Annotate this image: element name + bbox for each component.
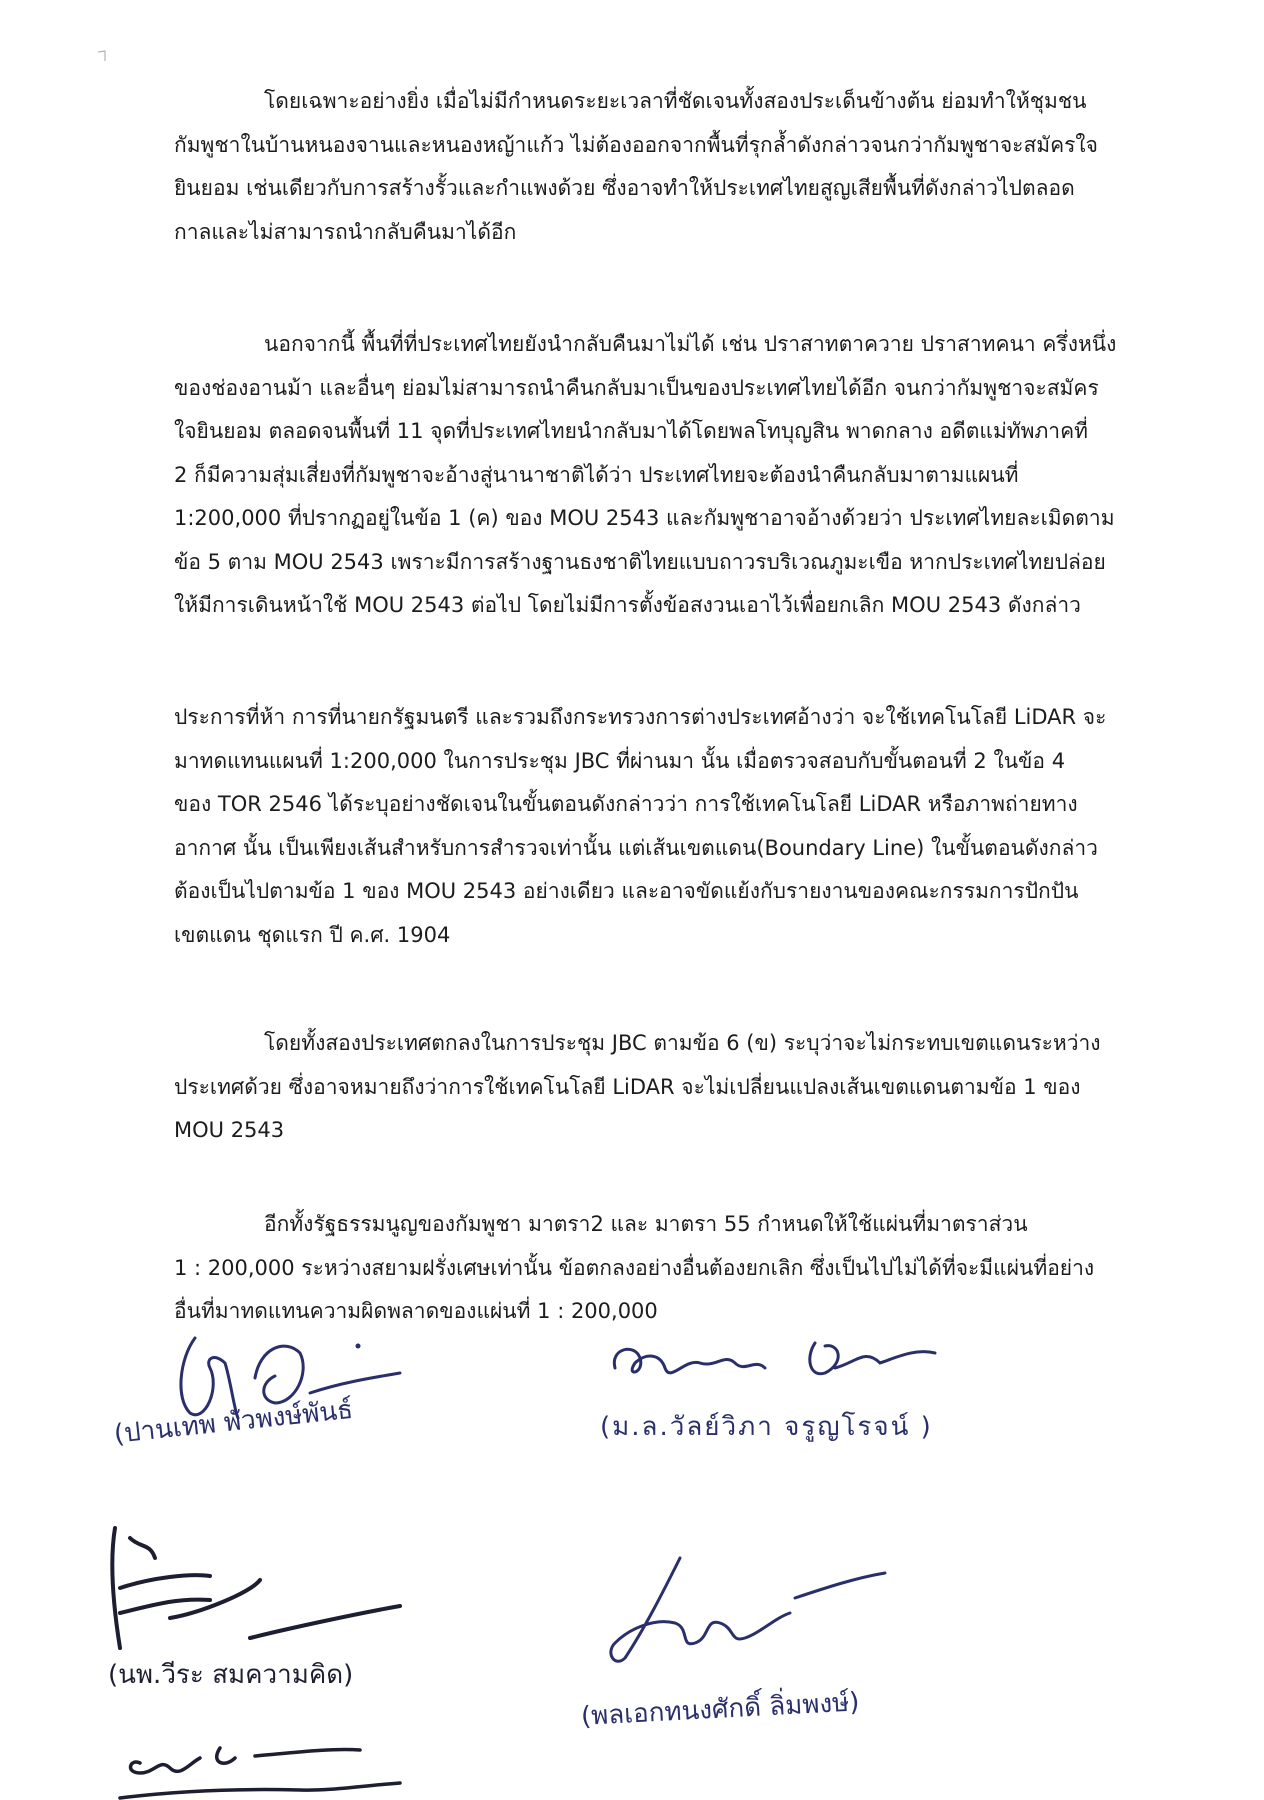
paragraph-line: 1 : 200,000 ระหว่างสยามฝรั่งเศษเท่านั้น ข้อตกลงอย่างอื่นต้องยกเลิก ซึ่งเป็นไปไม่ได้ที่จะมีแผ่นที่อย่าง: [174, 1255, 1095, 1280]
paragraph-line: นอกจากนี้ พื้นที่ที่ประเทศไทยยังนำกลับคืนมาไม่ได้ เช่น ปราสาทตาควาย ปราสาทคนา ครึ่งหนึ่ง: [264, 332, 1117, 356]
signature-3-name: (นพ.วีระ สมความคิด): [108, 1660, 354, 1690]
paragraph-line: ยินยอม เช่นเดียวกับการสร้างรั้วและกำแพงด้วย ซึ่งอาจทำให้ประเทศไทยสูญเสียพื้นที่ดังกล่าวไปตลอด: [174, 176, 1075, 200]
paragraph-line: ให้มีการเดินหน้าใช้ MOU 2543 ต่อไป โดยไม่มีการตั้งข้อสงวนเอาไว้เพื่อยกเลิก MOU 2543 ดังกล่าว: [174, 593, 1081, 617]
paragraph-line: อื่นที่มาทดแทนความผิดพลาดของแผ่นที่ 1 : 200,000: [174, 1299, 658, 1323]
paragraph-line: ข้อ 5 ตาม MOU 2543 เพราะมีการสร้างฐานธงชาติไทยแบบถาวรบริเวณภูมะเขือ หากประเทศไทยปล่อย: [174, 549, 1106, 574]
paragraph-line: 1:200,000 ที่ปรากฏอยู่ในข้อ 1 (ค) ของ MOU 2543 และกัมพูชาอาจอ้างด้วยว่า ประเทศไทยละเมิดตาม: [174, 506, 1115, 530]
paragraph-line: ของช่องอานม้า และอื่นๆ ย่อมไม่สามารถนำคืนกลับมาเป็นของประเทศไทยได้อีก จนกว่ากัมพูชาจะสมัคร: [174, 375, 1099, 400]
signature-4-scribble: [585, 1548, 925, 1678]
signature-block: [0, 1318, 1264, 1800]
paragraph-line: อากาศ นั้น เป็นเพียงเส้นสำหรับการสำรวจเท่านั้น แต่เส้นเขตแดน(Boundary Line) ในขั้นตอนดังกล่าว: [174, 835, 1098, 860]
paragraph-line: ประการที่ห้า การที่นายกรัฐมนตรี และรวมถึงกระทรวงการต่างประเทศอ้างว่า จะใช้เทคโนโลยี LiDAR จะ: [174, 705, 1107, 729]
paragraph-line: เขตแดน ชุดแรก ปี ค.ศ. 1904: [174, 922, 451, 947]
paragraph-line: กาลและไม่สามารถนำกลับคืนมาได้อีก: [174, 219, 517, 244]
paragraph-line: กัมพูชาในบ้านหนองจานและหนองหญ้าแก้ว ไม่ต้องออกจากพื้นที่รุกล้ำดังกล่าวจนกว่ากัมพูชาจะสมัครใจ: [174, 132, 1098, 157]
paragraph-line: ของ TOR 2546 ได้ระบุอย่างชัดเจนในขั้นตอนดังกล่าวว่า การใช้เทคโนโลยี LiDAR หรือภาพถ่ายทาง: [174, 792, 1078, 816]
scan-artifact: [96, 48, 108, 64]
signature-5-scribble: [100, 1728, 460, 1800]
paragraph-line: ใจยินยอม ตลอดจนพื้นที่ 11 จุดที่ประเทศไทยนำกลับมาได้โดยพลโทบุญสิน พาดกลาง อดีตแม่ทัพภาคที่: [174, 419, 1088, 443]
signature-2-scribble: [605, 1328, 965, 1398]
paragraph-line: MOU 2543: [174, 1118, 285, 1142]
paragraph-1: [174, 80, 1164, 254]
paragraph-line: อีกทั้งรัฐธรรมนูญของกัมพูชา มาตรา2 และ มาตรา 55 กำหนดให้ใช้แผ่นที่มาตราส่วน: [264, 1212, 1028, 1236]
paragraph-line: ต้องเป็นไปตามข้อ 1 ของ MOU 2543 อย่างเดียว และอาจขัดแย้งกับรายงานของคณะกรรมการปักปัน: [174, 879, 1079, 903]
paragraph-line: โดยทั้งสองประเทศตกลงในการประชุม JBC ตามข้อ 6 (ข) ระบุว่าจะไม่กระทบเขตแดนระหว่าง: [264, 1031, 1101, 1055]
signature-1-name: (ปานเทพ พัวพงษ์พันธ์: [112, 1394, 355, 1450]
paragraph-line: 2 ก็มีความสุ่มเสี่ยงที่กัมพูชาจะอ้างสู่นานาชาติได้ว่า ประเทศไทยจะต้องนำคืนกลับมาตามแผนที่: [174, 462, 1019, 487]
paragraph-5: [174, 1203, 1164, 1334]
signature-4-name: (พลเอกทนงศักดิ์ ลิ่มพงษ์): [580, 1687, 861, 1732]
paragraph-3: [174, 696, 1164, 957]
signature-3-scribble: [100, 1518, 420, 1668]
signature-2-name: (ม.ล.วัลย์วิภา จรูญโรจน์ ): [600, 1412, 933, 1442]
paragraph-line: ประเทศด้วย ซึ่งอาจหมายถึงว่าการใช้เทคโนโลยี LiDAR จะไม่เปลี่ยนแปลงเส้นเขตแดนตามข้อ 1 ของ: [174, 1074, 1081, 1099]
paragraph-line: โดยเฉพาะอย่างยิ่ง เมื่อไม่มีกำหนดระยะเวลาที่ชัดเจนทั้งสองประเด็นข้างต้น ย่อมทำให้ชุมชน: [264, 89, 1087, 113]
paragraph-4: [174, 1022, 1164, 1153]
paragraph-line: มาทดแทนแผนที่ 1:200,000 ในการประชุม JBC ที่ผ่านมา นั้น เมื่อตรวจสอบกับขั้นตอนที่ 2 ในข้อ 4: [174, 748, 1066, 773]
paragraph-2: [174, 323, 1164, 628]
